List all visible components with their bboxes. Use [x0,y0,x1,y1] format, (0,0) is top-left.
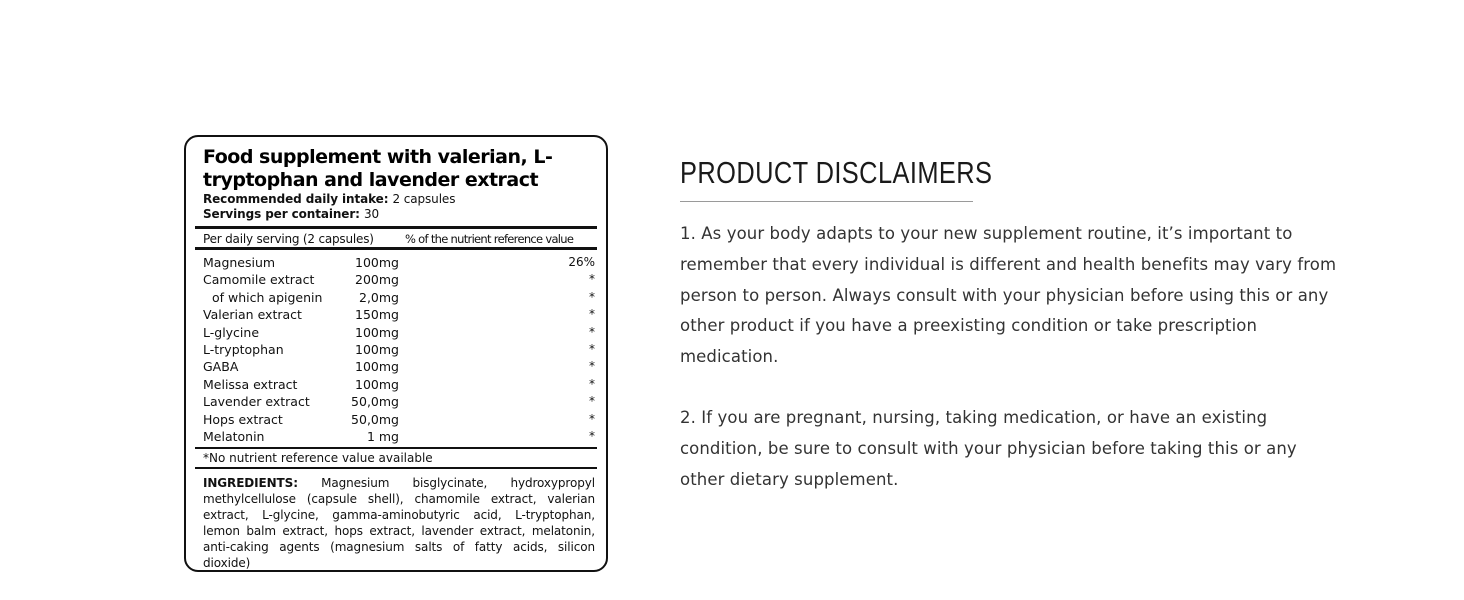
nutrient-nrv: * [589,376,595,391]
nutrient-nrv: * [589,272,595,287]
nutrient-name: GABA [203,359,239,375]
disclaimer-paragraph-2: 2. If you are pregnant, nursing, taking medication, or have an existing condition, be sure to consult with your physician before taking this or any other dietary supplement. [680,408,1297,489]
nutrient-nrv: * [589,307,595,322]
supplement-facts-label [184,135,608,572]
label-divider [195,247,597,250]
nutrient-name: Camomile extract [203,272,315,288]
nutrient-name: L-glycine [203,324,260,340]
table-row [203,254,595,271]
table-row [203,358,595,375]
nutrient-nrv: * [589,411,595,426]
title-underline [680,201,973,202]
nutrient-amount: 100mg [355,341,399,357]
ingredients-label: INGREDIENTS: [203,476,298,490]
header-nrv: % of the nutrient reference value [405,232,574,246]
label-title: Food supplement with valerian, L-tryptophan and lavender extract [203,146,553,191]
nutrient-amount: 100mg [355,376,399,392]
nutrient-amount: 100mg [355,255,399,270]
table-row [203,393,595,410]
label-divider [195,226,597,229]
nutrient-nrv: * [589,428,595,443]
nutrient-amount: 150mg [355,307,399,323]
nutrient-name: Valerian extract [203,307,302,323]
disclaimer-paragraph-1: 1. As your body adapts to your new supplement routine, it’s important to remember that every individual is different and health benefits may vary from person to person. Always consult with your physician before using this or any other product if you have a preexisting condition or take prescription medication. [680,224,1337,367]
servings-value: 30 [363,207,380,221]
table-row [203,428,595,445]
header-serving: Per daily serving (2 capsules) [203,232,374,246]
nutrient-nrv: 26% [568,255,595,269]
nutrient-nrv: * [589,289,595,304]
nutrient-name: of which apigenin [212,289,323,305]
table-row [203,289,595,306]
daily-intake-value: 2 capsules [392,192,456,206]
nutrient-nrv: * [589,394,595,409]
table-row [203,271,595,288]
nutrient-name: Magnesium [203,255,276,270]
footnote: *No nutrient reference value available [203,451,433,465]
nutrient-amount: 100mg [355,359,399,375]
table-row [203,324,595,341]
table-row [203,376,595,393]
disclaimers-title: PRODUCT DISCLAIMERS [680,155,993,190]
nutrient-name: Lavender extract [203,394,310,410]
nutrient-amount: 2,0mg [359,289,399,305]
nutrient-nrv: * [589,359,595,374]
label-divider [195,467,597,469]
servings-per-container [203,207,379,221]
ingredients-block [203,475,595,571]
nutrient-amount: 50,0mg [351,394,399,410]
ingredients-text: Magnesium bisglycinate, hydroxypropyl methylcellulose (capsule shell), chamomile extract, valerian extract, L-glycine, gamma-aminobutyric acid, L-tryptophan, lemon balm extract, hops extract, lavender extract, melatonin, anti-caking agents (magnesium salts of fatty acids, silicon dioxide) [203,476,595,570]
nutrient-nrv: * [589,324,595,339]
nutrient-amount: 200mg [355,272,399,288]
daily-intake-label: Recommended daily intake: [203,192,389,206]
table-row [203,411,595,428]
nutrient-amount: 1 mg [366,428,399,444]
nutrient-amount: 50,0mg [351,411,399,427]
label-divider [195,447,597,449]
table-row [203,341,595,358]
nutrient-name: Hops extract [203,411,283,427]
servings-label: Servings per container: [203,207,360,221]
nutrient-table [203,254,595,445]
nutrient-name: Melatonin [203,428,265,444]
nutrient-name: L-tryptophan [203,341,284,357]
nutrient-nrv: * [589,341,595,356]
daily-intake [203,192,455,206]
nutrient-amount: 100mg [355,324,399,340]
nutrient-name: Melissa extract [203,376,298,392]
table-row [203,306,595,323]
